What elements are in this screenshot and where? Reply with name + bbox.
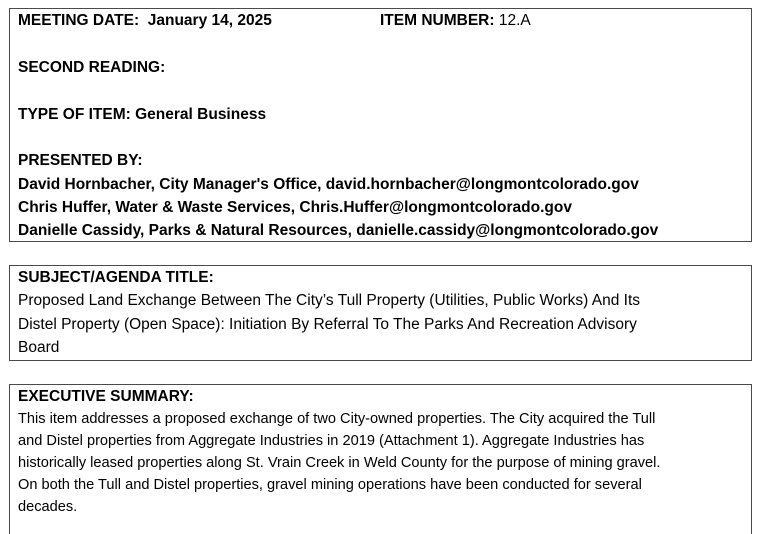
item-number-value: 12.A <box>498 12 531 29</box>
header-box <box>9 8 752 242</box>
subject-line: Distel Property (Open Space): Initiation By Referral To The Parks And Recreation Advisory <box>18 316 637 333</box>
type-of-item-value: General Business <box>135 106 267 123</box>
executive-summary-label: EXECUTIVE SUMMARY: <box>18 388 194 405</box>
subject-line: Proposed Land Exchange Between The City’s Tull Property (Utilities, Public Works) And Its <box>18 292 641 309</box>
presenter-line: David Hornbacher, City Manager's Office, david.hornbacher@longmontcolorado.gov <box>18 176 639 193</box>
meeting-date-value: January 14, 2025 <box>147 12 272 29</box>
type-of-item-row <box>18 104 266 126</box>
type-of-item-label: TYPE OF ITEM: <box>18 106 131 123</box>
meeting-date-row <box>18 10 272 32</box>
meeting-date-label: MEETING DATE: <box>18 12 140 29</box>
item-number-label: ITEM NUMBER: <box>380 12 495 29</box>
subject-line: Board <box>18 339 60 356</box>
summary-line: This item addresses a proposed exchange of two City-owned properties. The City acquired the Tull <box>18 411 656 427</box>
presented-by-label: PRESENTED BY: <box>18 152 143 169</box>
item-number-row <box>380 10 531 32</box>
summary-line: decades. <box>18 499 78 515</box>
subject-label: SUBJECT/AGENDA TITLE: <box>18 269 214 286</box>
second-reading-label: SECOND READING: <box>18 59 166 76</box>
summary-line: and Distel properties from Aggregate Industries in 2019 (Attachment 1). Aggregate Industries has <box>18 433 645 449</box>
summary-line: On both the Tull and Distel properties, gravel mining operations have been conducted for several <box>18 477 642 493</box>
presenter-line: Danielle Cassidy, Parks & Natural Resources, danielle.cassidy@longmontcolorado.gov <box>18 222 659 239</box>
subject-box <box>9 265 752 361</box>
presenter-line: Chris Huffer, Water & Waste Services, Chris.Huffer@longmontcolorado.gov <box>18 199 572 216</box>
executive-summary-box <box>9 384 752 534</box>
summary-line: historically leased properties along St. Vrain Creek in Weld County for the purpose of mining gravel. <box>18 455 661 471</box>
